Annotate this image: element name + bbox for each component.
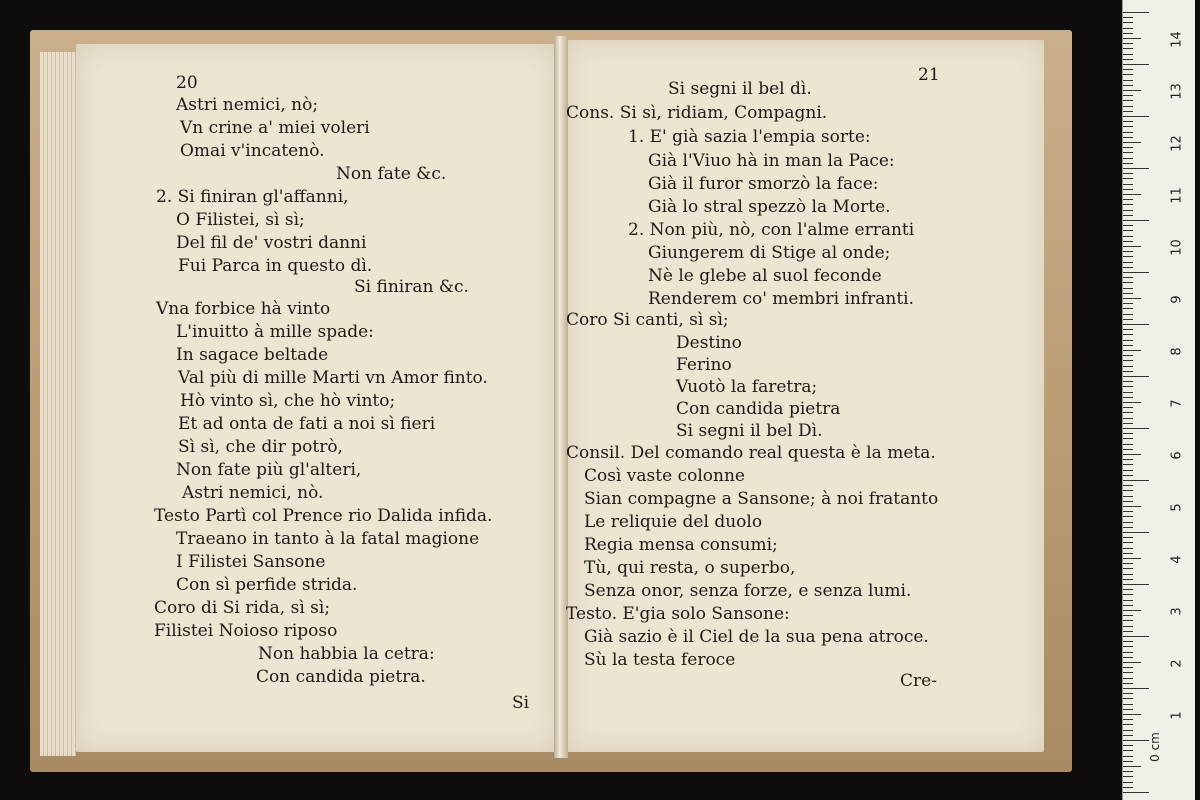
ruler-tick <box>1123 792 1149 793</box>
ruler-tick <box>1123 771 1133 772</box>
ruler-tick <box>1123 392 1133 393</box>
ruler-tick <box>1123 516 1133 517</box>
ruler-tick <box>1123 137 1133 138</box>
ruler-number: 13 <box>1169 83 1185 100</box>
ruler-tick <box>1123 782 1133 783</box>
ruler-tick <box>1123 54 1133 55</box>
ruler-tick <box>1123 548 1133 549</box>
ruler-tick <box>1123 38 1141 39</box>
ruler-tick <box>1123 615 1133 616</box>
ruler-tick <box>1123 48 1133 49</box>
text-line: Tù, qui resta, o superbo, <box>584 558 796 578</box>
ruler-tick <box>1123 95 1133 96</box>
text-line: Et ad onta de fati a noi sì fieri <box>178 414 436 434</box>
ruler-tick <box>1123 334 1133 335</box>
ruler-tick <box>1123 579 1133 580</box>
ruler-tick <box>1123 511 1133 512</box>
ruler-tick <box>1123 355 1133 356</box>
ruler-tick <box>1123 584 1149 585</box>
ruler-tick <box>1123 199 1133 200</box>
text-line: Con sì perfide strida. <box>176 575 358 595</box>
right-catchword: Cre- <box>900 671 937 691</box>
ruler-tick <box>1123 641 1133 642</box>
ruler-tick <box>1123 787 1133 788</box>
ruler-tick <box>1123 709 1133 710</box>
text-line: Hò vinto sì, che hò vinto; <box>180 391 396 411</box>
ruler-tick <box>1123 600 1133 601</box>
ruler-tick <box>1123 12 1149 13</box>
text-line: In sagace beltade <box>176 345 329 365</box>
ruler-tick <box>1123 574 1133 575</box>
ruler-tick <box>1123 340 1133 341</box>
ruler-tick <box>1123 116 1149 117</box>
text-line: I Filistei Sansone <box>176 552 326 572</box>
ruler-tick <box>1123 210 1133 211</box>
ruler-tick <box>1123 126 1133 127</box>
ruler-tick <box>1123 724 1133 725</box>
ruler-tick <box>1123 501 1133 502</box>
ruler-number: 8 <box>1169 347 1185 356</box>
left-page-number: 20 <box>176 73 198 93</box>
ruler-tick <box>1123 386 1133 387</box>
text-line: Omai v'incatenò. <box>180 141 325 161</box>
ruler-tick <box>1123 158 1133 159</box>
ruler-tick <box>1123 626 1133 627</box>
text-line: Vuotò la faretra; <box>676 377 818 397</box>
text-line: Già il furor smorzò la face: <box>648 174 879 194</box>
text-line: 2. Si finiran gl'affanni, <box>156 187 349 207</box>
ruler-tick <box>1123 589 1133 590</box>
ruler-tick <box>1123 485 1133 486</box>
ruler-tick <box>1123 667 1133 668</box>
ruler-tick <box>1123 152 1133 153</box>
ruler-tick <box>1123 527 1133 528</box>
ruler-tick <box>1123 319 1133 320</box>
ruler-tick <box>1123 277 1133 278</box>
ruler-tick <box>1123 704 1133 705</box>
text-line: Del fil de' vostri danni <box>176 233 367 253</box>
ruler-tick <box>1123 376 1149 377</box>
ruler-tick <box>1123 293 1133 294</box>
text-line: Traeano in tanto à la fatal magione <box>176 529 480 549</box>
ruler-tick <box>1123 236 1133 237</box>
text-line: Testo. E'gia solo Sansone: <box>566 604 790 624</box>
ruler-tick <box>1123 480 1149 481</box>
ruler-tick <box>1123 657 1133 658</box>
ruler-tick <box>1123 230 1133 231</box>
ruler-tick <box>1123 163 1133 164</box>
ruler-tick <box>1123 106 1133 107</box>
ruler-tick <box>1123 464 1133 465</box>
text-line: 2. Non più, nò, con l'alme erranti <box>628 220 915 240</box>
text-line: Giungerem di Stige al onde; <box>648 243 891 263</box>
book-gutter <box>554 36 568 758</box>
ruler-tick <box>1123 672 1133 673</box>
text-line: Val più di mille Marti vn Amor finto. <box>178 368 488 388</box>
ruler-tick <box>1123 381 1133 382</box>
ruler-number: 11 <box>1169 187 1185 204</box>
ruler-tick <box>1123 43 1133 44</box>
ruler-tick <box>1123 688 1149 689</box>
ruler-tick <box>1123 522 1133 523</box>
ruler-tick <box>1123 360 1133 361</box>
ruler-tick <box>1123 225 1133 226</box>
ruler-tick <box>1123 594 1133 595</box>
text-line: Non habbia la cetra: <box>258 644 435 664</box>
ruler-tick <box>1123 646 1133 647</box>
text-line: Già sazio è il Ciel de la sua pena atroce. <box>584 627 929 647</box>
text-line: Ferino <box>676 355 732 375</box>
ruler-number: 3 <box>1169 607 1185 616</box>
ruler-number: 14 <box>1169 31 1185 48</box>
ruler-tick <box>1123 620 1133 621</box>
ruler-tick <box>1123 256 1133 257</box>
text-line: Coro Si canti, sì sì; <box>566 310 729 330</box>
text-line: Non fate &c. <box>336 164 447 184</box>
text-line: Si finiran &c. <box>354 277 469 297</box>
text-line: Destino <box>676 333 742 353</box>
ruler-tick <box>1123 173 1133 174</box>
text-line: Consil. Del comando real questa è la meta. <box>566 443 936 463</box>
ruler-tick <box>1123 683 1133 684</box>
text-line: Già l'Viuo hà in man la Pace: <box>648 151 895 171</box>
ruler-tick <box>1123 636 1149 637</box>
text-line: Nè le glebe al suol feconde <box>648 266 882 286</box>
ruler-tick <box>1123 693 1133 694</box>
text-line: Con candida pietra <box>676 399 841 419</box>
ruler-tick <box>1123 204 1133 205</box>
ruler-tick <box>1123 17 1133 18</box>
ruler-tick <box>1123 262 1133 263</box>
ruler-number: 7 <box>1169 399 1185 408</box>
ruler-tick <box>1123 610 1141 611</box>
ruler-tick <box>1123 719 1133 720</box>
ruler-tick <box>1123 735 1133 736</box>
ruler-tick <box>1123 147 1133 148</box>
text-line: Si segni il bel Dì. <box>676 421 823 441</box>
ruler-number: 5 <box>1169 503 1185 512</box>
text-line: Sian compagne a Sansone; à noi fratanto <box>584 489 939 509</box>
text-line: Renderem co' membri infranti. <box>648 289 915 309</box>
ruler-tick <box>1123 490 1133 491</box>
ruler-number: 4 <box>1169 555 1185 564</box>
ruler-unit-label: 0 cm <box>1147 732 1162 762</box>
ruler-tick <box>1123 423 1133 424</box>
ruler-tick <box>1123 631 1133 632</box>
ruler-tick <box>1123 730 1133 731</box>
left-catchword: Si <box>512 693 530 713</box>
text-line: Si segni il bel dì. <box>668 79 812 99</box>
ruler-tick <box>1123 652 1133 653</box>
ruler-tick <box>1123 69 1133 70</box>
ruler-tick <box>1123 475 1133 476</box>
ruler-tick <box>1123 454 1141 455</box>
ruler-tick <box>1123 496 1133 497</box>
ruler-tick <box>1123 568 1133 569</box>
ruler-number: 10 <box>1169 239 1185 256</box>
text-line: Fui Parca in questo dì. <box>178 256 373 276</box>
ruler-tick <box>1123 402 1141 403</box>
ruler-tick <box>1123 662 1141 663</box>
ruler-tick <box>1123 142 1141 143</box>
ruler-tick <box>1123 132 1133 133</box>
ruler-tick <box>1123 85 1133 86</box>
ruler-tick <box>1123 22 1133 23</box>
ruler-tick <box>1123 350 1141 351</box>
ruler-number: 9 <box>1169 295 1185 304</box>
text-line: Vna forbice hà vinto <box>156 299 331 319</box>
ruler-tick <box>1123 438 1133 439</box>
ruler-tick <box>1123 428 1149 429</box>
ruler-tick <box>1123 59 1133 60</box>
text-line: Filistei Noioso riposo <box>154 621 338 641</box>
ruler-tick <box>1123 563 1133 564</box>
ruler-tick <box>1123 542 1133 543</box>
ruler-tick <box>1123 397 1133 398</box>
ruler-number: 2 <box>1169 659 1185 668</box>
text-line: Le reliquie del duolo <box>584 512 763 532</box>
ruler-tick <box>1123 298 1141 299</box>
ruler-tick <box>1123 194 1141 195</box>
ruler-tick <box>1123 324 1149 325</box>
text-line: Già lo stral spezzò la Morte. <box>648 197 891 217</box>
ruler-tick <box>1123 714 1141 715</box>
text-line: O Filistei, sì sì; <box>176 210 305 230</box>
ruler-tick <box>1123 251 1133 252</box>
ruler-tick <box>1123 537 1133 538</box>
ruler-tick <box>1123 220 1149 221</box>
ruler-tick <box>1123 121 1133 122</box>
ruler-tick <box>1123 678 1133 679</box>
ruler-tick <box>1123 470 1133 471</box>
ruler-tick <box>1123 756 1133 757</box>
ruler-tick <box>1123 412 1133 413</box>
ruler-tick <box>1123 698 1133 699</box>
ruler-tick <box>1123 345 1133 346</box>
ruler-tick <box>1123 184 1133 185</box>
ruler-tick <box>1123 444 1133 445</box>
ruler-number: 6 <box>1169 451 1185 460</box>
ruler-tick <box>1123 246 1141 247</box>
ruler-tick <box>1123 558 1141 559</box>
ruler-tick <box>1123 189 1133 190</box>
ruler-tick <box>1123 241 1133 242</box>
ruler-tick <box>1123 750 1133 751</box>
ruler-tick <box>1123 314 1133 315</box>
ruler-tick <box>1123 215 1133 216</box>
ruler-tick <box>1123 433 1133 434</box>
ruler-tick <box>1123 506 1141 507</box>
ruler-tick <box>1123 308 1133 309</box>
ruler-tick <box>1123 740 1149 741</box>
measuring-ruler <box>1122 0 1195 800</box>
ruler-tick <box>1123 90 1141 91</box>
text-line: 1. E' già sazia l'empia sorte: <box>628 127 871 147</box>
text-line: L'inuitto à mille spade: <box>176 322 374 342</box>
text-line: Astri nemici, nò. <box>182 483 324 503</box>
text-line: Senza onor, senza forze, e senza lumi. <box>584 581 912 601</box>
ruler-tick <box>1123 371 1133 372</box>
ruler-tick <box>1123 288 1133 289</box>
ruler-tick <box>1123 303 1133 304</box>
ruler-number: 1 <box>1169 711 1185 720</box>
ruler-tick <box>1123 74 1133 75</box>
ruler-tick <box>1123 407 1133 408</box>
ruler-tick <box>1123 267 1133 268</box>
text-line: Con candida pietra. <box>256 667 426 687</box>
ruler-tick <box>1123 282 1133 283</box>
text-line: Così vaste colonne <box>584 466 745 486</box>
ruler-tick <box>1123 605 1133 606</box>
ruler-tick <box>1123 366 1133 367</box>
text-line: Sù la testa feroce <box>584 650 736 670</box>
ruler-tick <box>1123 553 1133 554</box>
ruler-tick <box>1123 100 1133 101</box>
ruler-tick <box>1123 28 1133 29</box>
ruler-tick <box>1123 329 1133 330</box>
ruler-tick <box>1123 532 1149 533</box>
ruler-number: 12 <box>1169 135 1185 152</box>
text-line: Astri nemici, nò; <box>176 95 319 115</box>
ruler-tick <box>1123 459 1133 460</box>
ruler-tick <box>1123 178 1133 179</box>
text-line: Regia mensa consumi; <box>584 535 778 555</box>
text-line: Non fate più gl'alteri, <box>176 460 362 480</box>
ruler-tick <box>1123 272 1149 273</box>
ruler-tick <box>1123 168 1149 169</box>
ruler-tick <box>1123 745 1133 746</box>
text-line: Cons. Si sì, ridiam, Compagni. <box>566 103 828 123</box>
text-line: Coro di Si rida, sì sì; <box>154 598 331 618</box>
ruler-tick <box>1123 64 1149 65</box>
ruler-tick <box>1123 776 1133 777</box>
right-page-number: 21 <box>918 65 940 85</box>
ruler-tick <box>1123 80 1133 81</box>
ruler-tick <box>1123 111 1133 112</box>
ruler-tick <box>1123 766 1141 767</box>
ruler-tick <box>1123 418 1133 419</box>
text-line: Testo Partì col Prence rio Dalida infida. <box>154 506 493 526</box>
page-edges <box>40 52 76 756</box>
text-line: Vn crine a' miei voleri <box>180 118 370 138</box>
ruler-tick <box>1123 761 1133 762</box>
ruler-tick <box>1123 33 1133 34</box>
ruler-tick <box>1123 449 1133 450</box>
text-line: Sì sì, che dir potrò, <box>178 437 343 457</box>
